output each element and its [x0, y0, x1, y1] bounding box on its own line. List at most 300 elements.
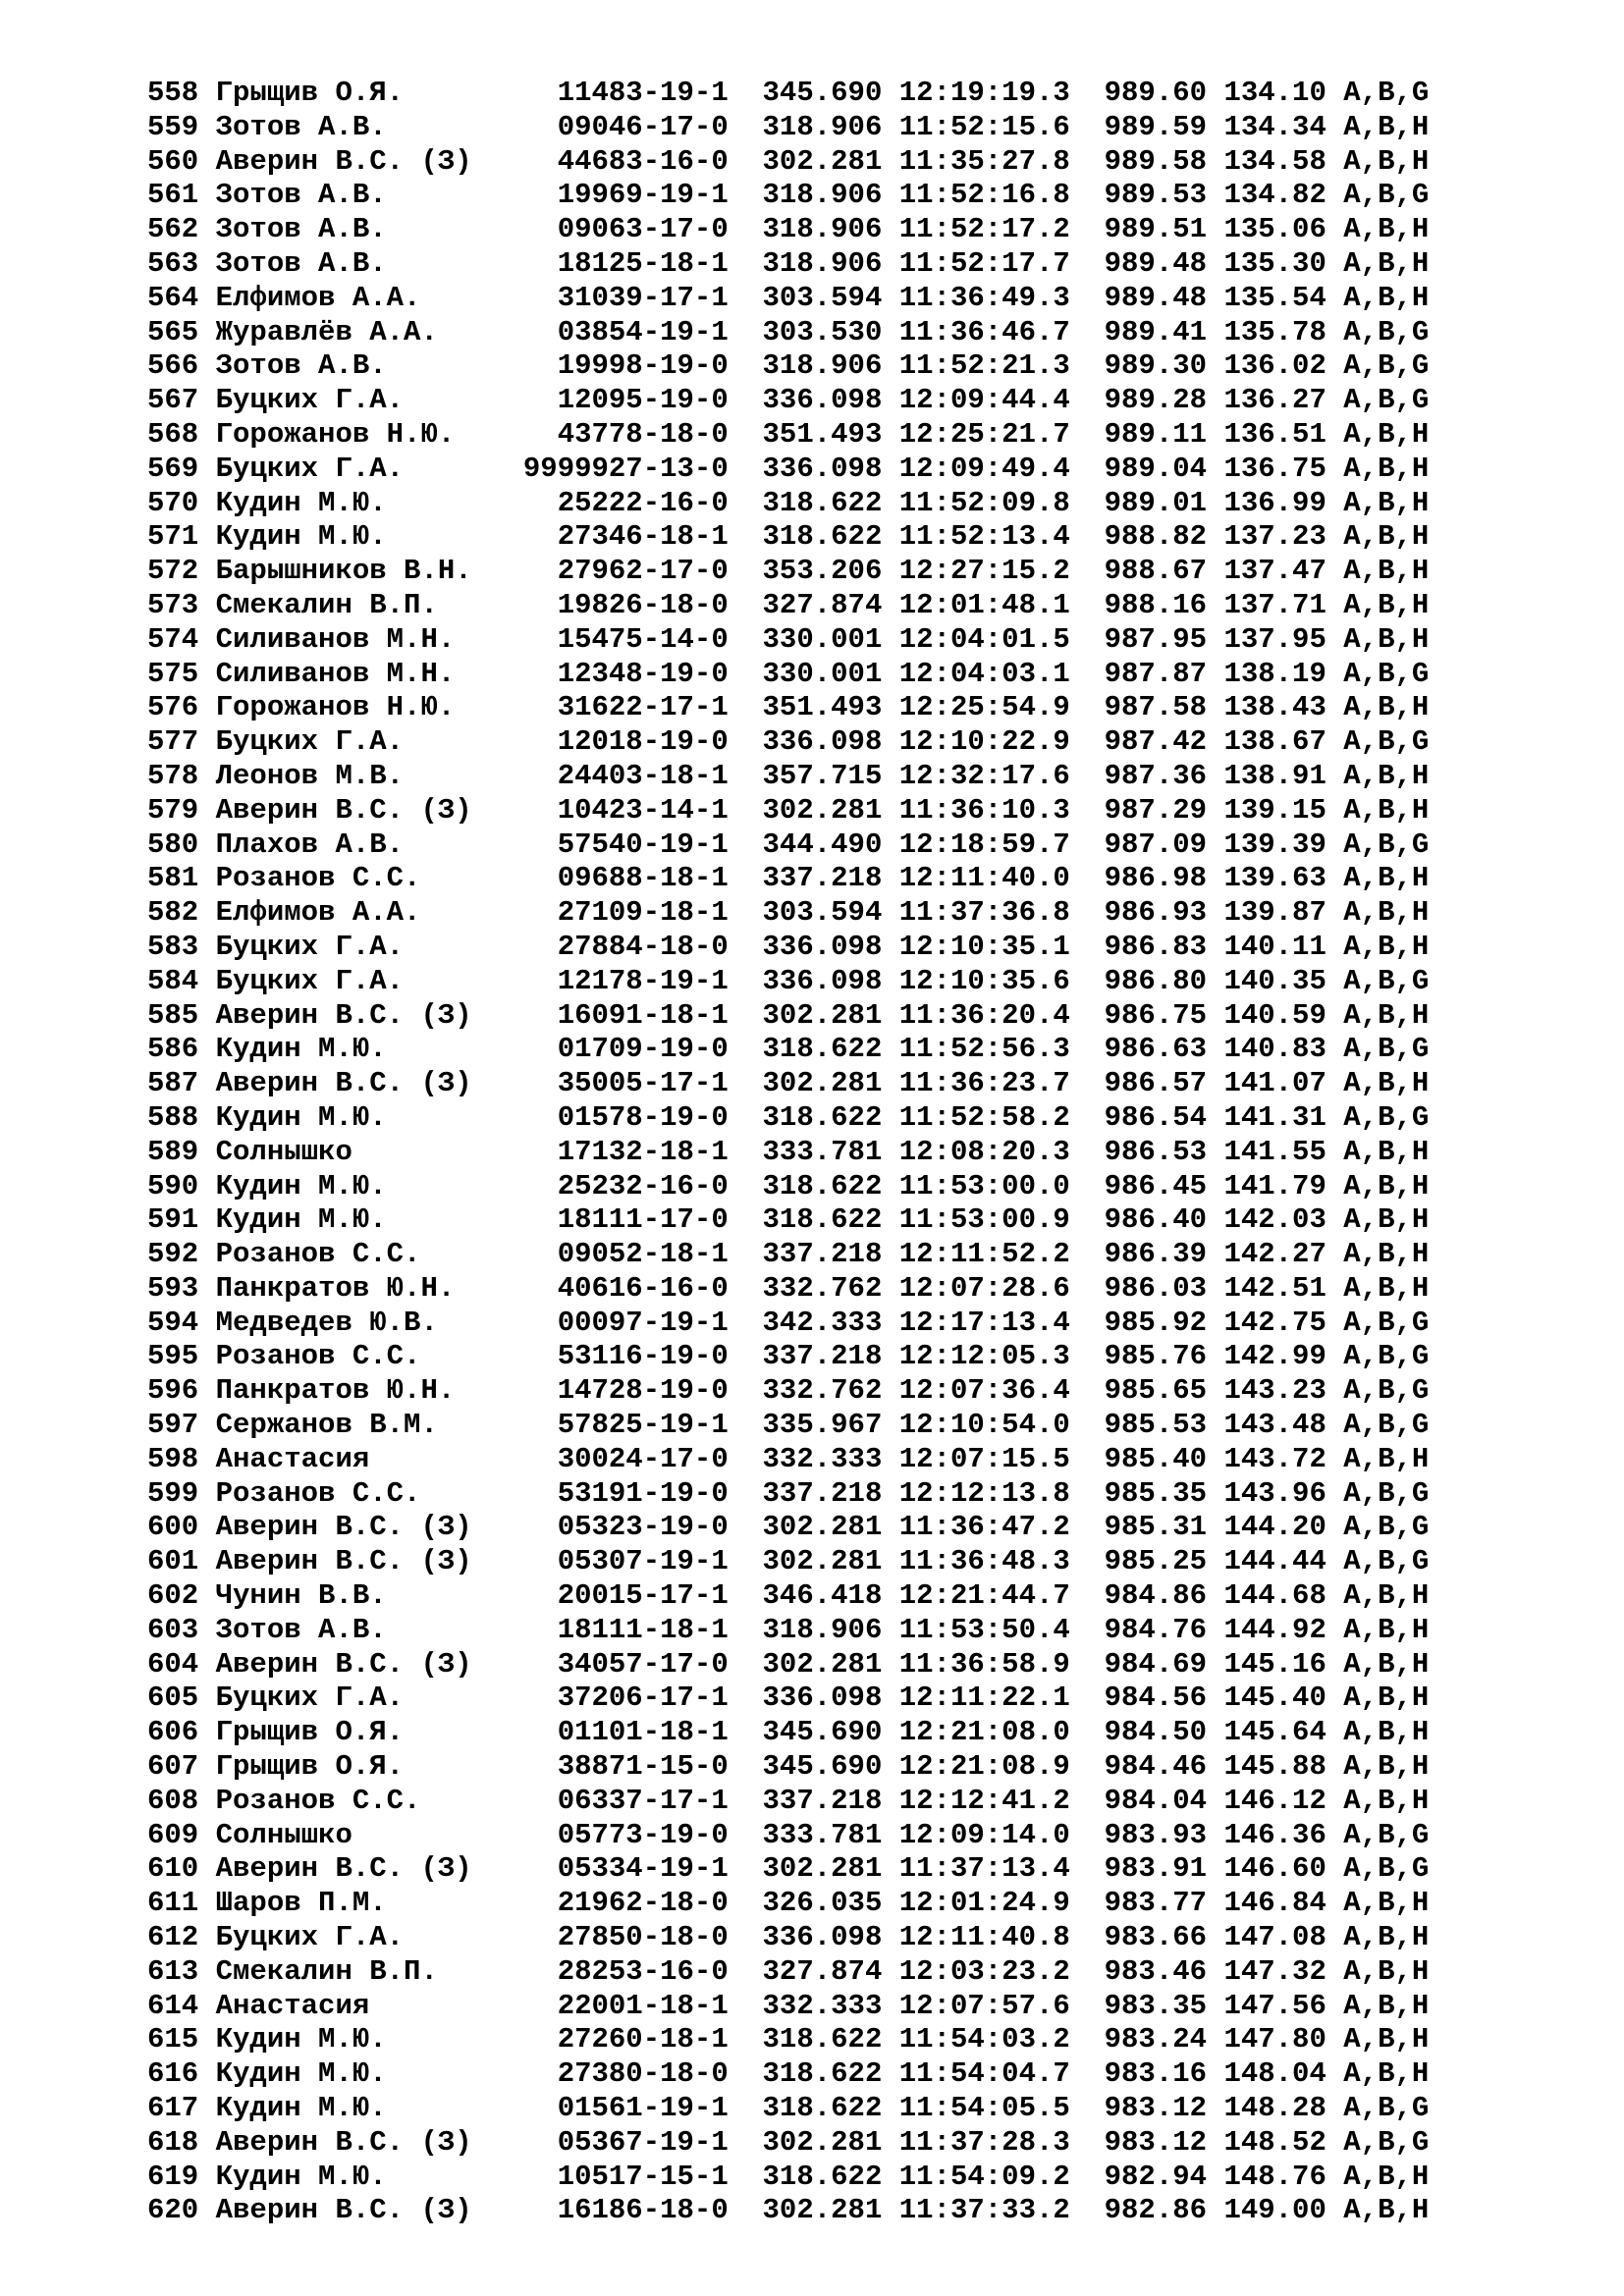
speed: 985.31: [1104, 1511, 1208, 1544]
arrival-time: 11:52:16.8: [898, 179, 1070, 212]
arrival-time: 12:09:14.0: [898, 1818, 1070, 1851]
table-row: [147, 896, 1429, 931]
groups: A,B,H: [1343, 144, 1430, 178]
competitor-name: Буцких Г.А.: [215, 1682, 490, 1715]
ring-number: 19969-19-1: [489, 179, 729, 212]
arrival-time: 12:08:20.3: [898, 1135, 1070, 1168]
coefficient: 149.00: [1223, 2194, 1326, 2227]
competitor-name: Смекалин В.П.: [215, 588, 490, 621]
table-row: [147, 1477, 1429, 1512]
place-number: 610: [147, 1852, 199, 1886]
coefficient: 147.56: [1223, 1989, 1326, 2022]
table-row: [147, 1136, 1429, 1170]
speed: 985.40: [1104, 1442, 1208, 1475]
ring-number: 10423-14-1: [489, 793, 729, 827]
distance-km: 302.281: [762, 2125, 883, 2159]
arrival-time: 12:11:40.8: [898, 1921, 1070, 1954]
ring-number: 19826-18-0: [489, 588, 729, 621]
distance-km: 318.906: [762, 349, 883, 383]
ring-number: 12348-19-0: [489, 657, 729, 690]
arrival-time: 12:11:40.0: [898, 862, 1070, 895]
place-number: 615: [147, 2023, 199, 2056]
coefficient: 136.27: [1223, 384, 1326, 417]
competitor-name: Розанов С.С.: [215, 862, 490, 895]
place-number: 568: [147, 417, 199, 451]
table-row: [147, 384, 1429, 418]
place-number: 620: [147, 2194, 199, 2227]
speed: 986.57: [1104, 1067, 1208, 1100]
distance-km: 353.206: [762, 555, 883, 588]
groups: A,B,G: [1343, 1511, 1430, 1544]
competitor-name: Кудин М.Ю.: [215, 1203, 490, 1237]
distance-km: 327.874: [762, 588, 883, 621]
ring-number: 18111-17-0: [489, 1203, 729, 1237]
arrival-time: 11:52:58.2: [898, 1100, 1070, 1134]
place-number: 577: [147, 725, 199, 759]
competitor-name: Грыщив О.Я.: [215, 77, 490, 109]
groups: A,B,G: [1343, 657, 1430, 690]
groups: A,B,H: [1343, 246, 1430, 280]
ring-number: 01709-19-0: [489, 1033, 729, 1066]
distance-km: 333.781: [762, 1818, 883, 1851]
competitor-name: Аверин В.С. (З): [215, 1545, 490, 1578]
distance-km: 318.622: [762, 1203, 883, 1237]
competitor-name: Кудин М.Ю.: [215, 2160, 490, 2193]
competitor-name: Кудин М.Ю.: [215, 520, 490, 554]
arrival-time: 12:07:15.5: [898, 1442, 1070, 1475]
competitor-name: Леонов М.В.: [215, 759, 490, 792]
competitor-name: Силиванов М.Н.: [215, 622, 490, 656]
distance-km: 357.715: [762, 759, 883, 792]
distance-km: 330.001: [762, 657, 883, 690]
competitor-name: Смекалин В.П.: [215, 1954, 490, 1988]
arrival-time: 12:18:59.7: [898, 828, 1070, 861]
ring-number: 27346-18-1: [489, 520, 729, 554]
ring-number: 57825-19-1: [489, 1409, 729, 1442]
table-row: [147, 999, 1429, 1034]
place-number: 605: [147, 1682, 199, 1715]
arrival-time: 11:52:13.4: [898, 520, 1070, 554]
table-row: [147, 1648, 1429, 1682]
arrival-time: 12:12:13.8: [898, 1476, 1070, 1510]
distance-km: 318.622: [762, 2057, 883, 2091]
groups: A,B,G: [1343, 349, 1430, 383]
table-row: [147, 725, 1429, 760]
groups: A,B,H: [1343, 793, 1430, 827]
speed: 988.16: [1104, 588, 1208, 621]
ring-number: 12178-19-1: [489, 964, 729, 997]
place-number: 581: [147, 862, 199, 895]
groups: A,B,H: [1343, 862, 1430, 895]
competitor-name: Чунин В.В.: [215, 1579, 490, 1613]
ring-number: 09063-17-0: [489, 213, 729, 246]
coefficient: 142.03: [1223, 1203, 1326, 1237]
place-number: 585: [147, 998, 199, 1032]
ring-number: 05773-19-0: [489, 1818, 729, 1851]
ring-number: 43778-18-0: [489, 417, 729, 451]
speed: 986.98: [1104, 862, 1208, 895]
groups: A,B,G: [1343, 2092, 1430, 2125]
coefficient: 139.39: [1223, 828, 1326, 861]
table-row: [147, 1374, 1429, 1409]
coefficient: 148.52: [1223, 2125, 1326, 2159]
distance-km: 336.098: [762, 384, 883, 417]
coefficient: 144.68: [1223, 1579, 1326, 1613]
distance-km: 336.098: [762, 1921, 883, 1954]
competitor-name: Горожанов Н.Ю.: [215, 691, 490, 724]
coefficient: 147.80: [1223, 2023, 1326, 2056]
ring-number: 53116-19-0: [489, 1340, 729, 1373]
coefficient: 143.48: [1223, 1409, 1326, 1442]
ring-number: 17132-18-1: [489, 1135, 729, 1168]
arrival-time: 12:19:19.3: [898, 77, 1070, 109]
ring-number: 27884-18-0: [489, 930, 729, 963]
coefficient: 144.20: [1223, 1511, 1326, 1544]
coefficient: 139.87: [1223, 896, 1326, 930]
coefficient: 135.06: [1223, 213, 1326, 246]
arrival-time: 12:07:36.4: [898, 1374, 1070, 1408]
ring-number: 05323-19-0: [489, 1511, 729, 1544]
groups: A,B,G: [1343, 77, 1430, 109]
place-number: 560: [147, 144, 199, 178]
speed: 985.53: [1104, 1409, 1208, 1442]
distance-km: 337.218: [762, 1476, 883, 1510]
arrival-time: 12:11:22.1: [898, 1682, 1070, 1715]
groups: A,B,G: [1343, 1033, 1430, 1066]
groups: A,B,G: [1343, 1100, 1430, 1134]
distance-km: 318.906: [762, 179, 883, 212]
coefficient: 140.83: [1223, 1033, 1326, 1066]
place-number: 567: [147, 384, 199, 417]
place-number: 617: [147, 2092, 199, 2125]
ring-number: 31622-17-1: [489, 691, 729, 724]
speed: 987.09: [1104, 828, 1208, 861]
speed: 986.75: [1104, 998, 1208, 1032]
competitor-name: Аверин В.С. (З): [215, 1852, 490, 1886]
table-row: [147, 828, 1429, 863]
speed: 989.59: [1104, 110, 1208, 143]
distance-km: 337.218: [762, 1340, 883, 1373]
table-row: [147, 1238, 1429, 1272]
arrival-time: 11:36:46.7: [898, 315, 1070, 348]
arrival-time: 12:12:41.2: [898, 1784, 1070, 1817]
place-number: 606: [147, 1716, 199, 1749]
ring-number: 57540-19-1: [489, 828, 729, 861]
place-number: 604: [147, 1647, 199, 1681]
arrival-time: 11:52:09.8: [898, 486, 1070, 519]
groups: A,B,H: [1343, 588, 1430, 621]
groups: A,B,H: [1343, 486, 1430, 519]
distance-km: 318.622: [762, 520, 883, 554]
arrival-time: 12:04:01.5: [898, 622, 1070, 656]
competitor-name: Кудин М.Ю.: [215, 1033, 490, 1066]
speed: 986.54: [1104, 1100, 1208, 1134]
arrival-time: 11:37:28.3: [898, 2125, 1070, 2159]
place-number: 614: [147, 1989, 199, 2022]
speed: 989.28: [1104, 384, 1208, 417]
table-row: [147, 1203, 1429, 1238]
ring-number: 25232-16-0: [489, 1169, 729, 1202]
competitor-name: Зотов А.В.: [215, 179, 490, 212]
table-row: [147, 247, 1429, 282]
table-row: [147, 111, 1429, 145]
groups: A,B,H: [1343, 520, 1430, 554]
distance-km: 318.622: [762, 1100, 883, 1134]
distance-km: 318.906: [762, 213, 883, 246]
distance-km: 303.530: [762, 315, 883, 348]
distance-km: 345.690: [762, 77, 883, 109]
distance-km: 332.762: [762, 1374, 883, 1408]
groups: A,B,H: [1343, 622, 1430, 656]
coefficient: 143.96: [1223, 1476, 1326, 1510]
table-row: [147, 2126, 1429, 2161]
ring-number: 14728-19-0: [489, 1374, 729, 1408]
distance-km: 302.281: [762, 1647, 883, 1681]
competitor-name: Кудин М.Ю.: [215, 2092, 490, 2125]
coefficient: 143.23: [1223, 1374, 1326, 1408]
distance-km: 336.098: [762, 964, 883, 997]
distance-km: 303.594: [762, 896, 883, 930]
place-number: 591: [147, 1203, 199, 1237]
ring-number: 12018-19-0: [489, 725, 729, 759]
groups: A,B,G: [1343, 964, 1430, 997]
speed: 987.87: [1104, 657, 1208, 690]
groups: A,B,H: [1343, 110, 1430, 143]
groups: A,B,G: [1343, 1409, 1430, 1442]
competitor-name: Кудин М.Ю.: [215, 1100, 490, 1134]
ring-number: 01578-19-0: [489, 1100, 729, 1134]
speed: 982.94: [1104, 2160, 1208, 2193]
arrival-time: 12:07:28.6: [898, 1271, 1070, 1305]
groups: A,B,H: [1343, 213, 1430, 246]
ring-number: 21962-18-0: [489, 1887, 729, 1920]
table-row: [147, 487, 1429, 521]
ring-number: 05367-19-1: [489, 2125, 729, 2159]
competitor-name: Буцких Г.А.: [215, 384, 490, 417]
coefficient: 145.64: [1223, 1716, 1326, 1749]
competitor-name: Барышников В.Н.: [215, 555, 490, 588]
ring-number: 16186-18-0: [489, 2194, 729, 2227]
speed: 983.35: [1104, 1989, 1208, 2022]
table-row: [147, 213, 1429, 247]
groups: A,B,H: [1343, 1716, 1430, 1749]
place-number: 569: [147, 452, 199, 485]
distance-km: 327.874: [762, 1954, 883, 1988]
place-number: 611: [147, 1887, 199, 1920]
table-row: [147, 1511, 1429, 1545]
groups: A,B,H: [1343, 1750, 1430, 1784]
speed: 983.66: [1104, 1921, 1208, 1954]
table-row: [147, 418, 1429, 453]
arrival-time: 11:36:47.2: [898, 1511, 1070, 1544]
groups: A,B,H: [1343, 1682, 1430, 1715]
speed: 983.93: [1104, 1818, 1208, 1851]
competitor-name: Аверин В.С. (З): [215, 1647, 490, 1681]
coefficient: 141.79: [1223, 1169, 1326, 1202]
distance-km: 345.690: [762, 1716, 883, 1749]
place-number: 559: [147, 110, 199, 143]
place-number: 596: [147, 1374, 199, 1408]
speed: 989.04: [1104, 452, 1208, 485]
distance-km: 351.493: [762, 691, 883, 724]
coefficient: 142.27: [1223, 1238, 1326, 1271]
competitor-name: Панкратов Ю.Н.: [215, 1271, 490, 1305]
distance-km: 346.418: [762, 1579, 883, 1613]
ring-number: 30024-17-0: [489, 1442, 729, 1475]
table-row: [147, 623, 1429, 658]
speed: 989.11: [1104, 417, 1208, 451]
place-number: 582: [147, 896, 199, 930]
speed: 986.39: [1104, 1238, 1208, 1271]
ring-number: 27260-18-1: [489, 2023, 729, 2056]
table-row: [147, 282, 1429, 316]
groups: A,B,G: [1343, 1306, 1430, 1339]
coefficient: 139.15: [1223, 793, 1326, 827]
coefficient: 138.67: [1223, 725, 1326, 759]
arrival-time: 12:21:08.9: [898, 1750, 1070, 1784]
competitor-name: Буцких Г.А.: [215, 452, 490, 485]
groups: A,B,H: [1343, 1442, 1430, 1475]
arrival-time: 11:36:49.3: [898, 281, 1070, 314]
ring-number: 28253-16-0: [489, 1954, 729, 1988]
ring-number: 06337-17-1: [489, 1784, 729, 1817]
distance-km: 332.762: [762, 1271, 883, 1305]
table-row: [147, 965, 1429, 999]
coefficient: 145.88: [1223, 1750, 1326, 1784]
place-number: 573: [147, 588, 199, 621]
distance-km: 337.218: [762, 862, 883, 895]
coefficient: 136.75: [1223, 452, 1326, 485]
coefficient: 141.07: [1223, 1067, 1326, 1100]
ring-number: 40616-16-0: [489, 1271, 729, 1305]
distance-km: 318.906: [762, 246, 883, 280]
distance-km: 332.333: [762, 1989, 883, 2022]
coefficient: 134.82: [1223, 179, 1326, 212]
table-row: [147, 316, 1429, 350]
distance-km: 342.333: [762, 1306, 883, 1339]
arrival-time: 12:01:48.1: [898, 588, 1070, 621]
competitor-name: Розанов С.С.: [215, 1340, 490, 1373]
ring-number: 18111-18-1: [489, 1613, 729, 1646]
coefficient: 139.63: [1223, 862, 1326, 895]
ring-number: 00097-19-1: [489, 1306, 729, 1339]
ring-number: 27850-18-0: [489, 1921, 729, 1954]
competitor-name: Зотов А.В.: [215, 213, 490, 246]
distance-km: 333.781: [762, 1135, 883, 1168]
place-number: 578: [147, 759, 199, 792]
place-number: 609: [147, 1818, 199, 1851]
ring-number: 22001-18-1: [489, 1989, 729, 2022]
place-number: 576: [147, 691, 199, 724]
place-number: 580: [147, 828, 199, 861]
ring-number: 35005-17-1: [489, 1067, 729, 1100]
place-number: 599: [147, 1476, 199, 1510]
speed: 982.86: [1104, 2194, 1208, 2227]
competitor-name: Аверин В.С. (З): [215, 2194, 490, 2227]
speed: 985.35: [1104, 1476, 1208, 1510]
place-number: 602: [147, 1579, 199, 1613]
speed: 985.76: [1104, 1340, 1208, 1373]
table-row: [147, 77, 1429, 111]
groups: A,B,G: [1343, 315, 1430, 348]
table-row: [147, 1443, 1429, 1477]
place-number: 590: [147, 1169, 199, 1202]
arrival-time: 11:53:00.9: [898, 1203, 1070, 1237]
coefficient: 137.95: [1223, 622, 1326, 656]
ring-number: 01561-19-1: [489, 2092, 729, 2125]
distance-km: 318.622: [762, 1169, 883, 1202]
place-number: 603: [147, 1613, 199, 1646]
place-number: 564: [147, 281, 199, 314]
arrival-time: 12:04:03.1: [898, 657, 1070, 690]
speed: 984.50: [1104, 1716, 1208, 1749]
speed: 989.30: [1104, 349, 1208, 383]
groups: A,B,H: [1343, 452, 1430, 485]
coefficient: 145.16: [1223, 1647, 1326, 1681]
arrival-time: 11:37:36.8: [898, 896, 1070, 930]
groups: A,B,G: [1343, 2125, 1430, 2159]
place-number: 601: [147, 1545, 199, 1578]
competitor-name: Аверин В.С. (З): [215, 144, 490, 178]
groups: A,B,H: [1343, 1271, 1430, 1305]
groups: A,B,G: [1343, 1852, 1430, 1886]
coefficient: 138.91: [1223, 759, 1326, 792]
table-row: [147, 179, 1429, 213]
speed: 984.76: [1104, 1613, 1208, 1646]
table-row: [147, 1785, 1429, 1819]
groups: A,B,H: [1343, 1784, 1430, 1817]
competitor-name: Анастасия: [215, 1989, 490, 2022]
speed: 989.53: [1104, 179, 1208, 212]
groups: A,B,H: [1343, 417, 1430, 451]
table-row: [147, 1272, 1429, 1307]
competitor-name: Шаров П.М.: [215, 1887, 490, 1920]
competitor-name: Буцких Г.А.: [215, 964, 490, 997]
place-number: 607: [147, 1750, 199, 1784]
place-number: 570: [147, 486, 199, 519]
place-number: 562: [147, 213, 199, 246]
table-row: [147, 1750, 1429, 1785]
arrival-time: 12:01:24.9: [898, 1887, 1070, 1920]
speed: 986.93: [1104, 896, 1208, 930]
arrival-time: 11:52:17.7: [898, 246, 1070, 280]
table-row: [147, 2161, 1429, 2195]
arrival-time: 11:52:21.3: [898, 349, 1070, 383]
table-row: [147, 453, 1429, 487]
place-number: 566: [147, 349, 199, 383]
groups: A,B,G: [1343, 1818, 1430, 1851]
competitor-name: Зотов А.В.: [215, 110, 490, 143]
distance-km: 318.622: [762, 2092, 883, 2125]
arrival-time: 11:52:56.3: [898, 1033, 1070, 1066]
groups: A,B,H: [1343, 1135, 1430, 1168]
speed: 984.04: [1104, 1784, 1208, 1817]
competitor-name: Сержанов В.М.: [215, 1409, 490, 1442]
distance-km: 318.622: [762, 2160, 883, 2193]
place-number: 584: [147, 964, 199, 997]
place-number: 612: [147, 1921, 199, 1954]
distance-km: 336.098: [762, 452, 883, 485]
place-number: 595: [147, 1340, 199, 1373]
coefficient: 148.28: [1223, 2092, 1326, 2125]
coefficient: 141.55: [1223, 1135, 1326, 1168]
groups: A,B,G: [1343, 1340, 1430, 1373]
table-row: [147, 862, 1429, 896]
table-row: [147, 1682, 1429, 1716]
competitor-name: Буцких Г.А.: [215, 725, 490, 759]
distance-km: 326.035: [762, 1887, 883, 1920]
distance-km: 302.281: [762, 1852, 883, 1886]
